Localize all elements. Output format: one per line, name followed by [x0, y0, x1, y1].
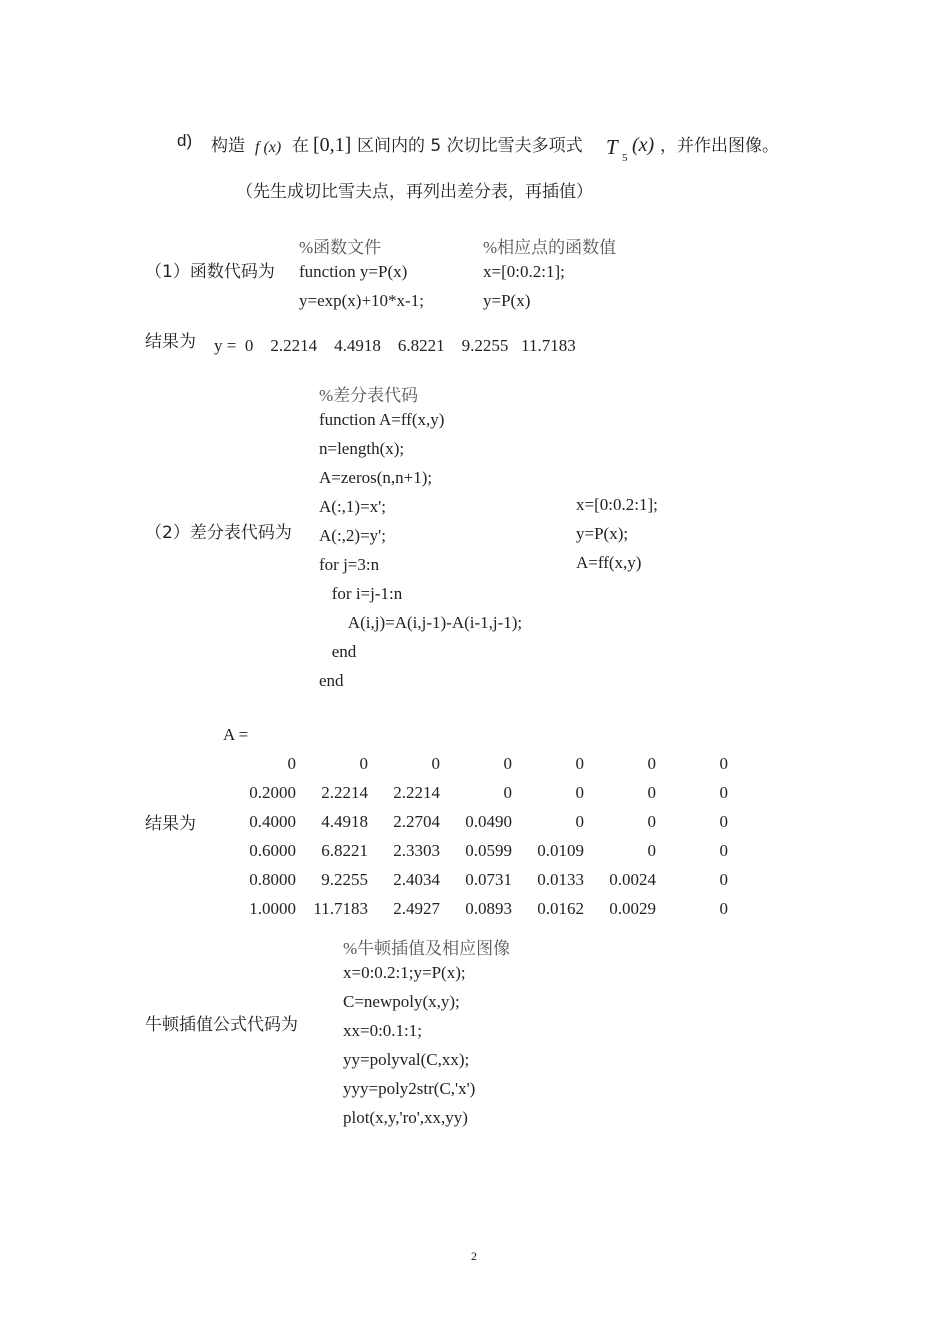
heading-in: 在 [292, 136, 309, 156]
table-cell: 0 [647, 753, 656, 773]
code-line: %牛顿插值及相应图像 [343, 939, 511, 958]
table-row [236, 836, 728, 865]
table-row [236, 778, 728, 807]
table-cell: 0.0109 [537, 840, 584, 860]
code-line: end [319, 642, 357, 661]
code-line: end [319, 671, 344, 690]
code-line: function A=ff(x,y) [319, 410, 445, 429]
table-cell: 0 [719, 840, 728, 860]
table-cell: 0.0490 [465, 811, 512, 831]
heading-label: d) [177, 131, 193, 150]
table-cell: 0 [287, 753, 296, 773]
code-line: A=zeros(n,n+1); [319, 468, 433, 487]
table-cell: 11.7183 [313, 898, 368, 918]
code-line: %函数文件 [299, 238, 382, 257]
table-cell: 0 [575, 811, 584, 831]
table-cell: 0 [575, 753, 584, 773]
table-cell: 6.8221 [321, 840, 368, 860]
section2-label: （2）差分表代码为 [145, 523, 292, 543]
code-line: x=0:0.2:1;y=P(x); [343, 963, 466, 982]
code-line: y=exp(x)+10*x-1; [299, 291, 424, 310]
table-cell: 0 [719, 811, 728, 831]
table-cell: 0 [575, 782, 584, 802]
table-cell: 0 [503, 782, 512, 802]
table-cell: 2.2214 [321, 782, 368, 802]
code-line: n=length(x); [319, 439, 405, 458]
table-cell: 2.4927 [393, 898, 440, 918]
code-line: y=P(x); [576, 524, 629, 543]
code-line: %差分表代码 [319, 386, 419, 405]
table-cell: 0 [647, 811, 656, 831]
table-cell: 0.0599 [465, 840, 512, 860]
heading-sub5: 5 [622, 152, 628, 164]
table-cell: 0 [647, 840, 656, 860]
heading-fx: f (x) [255, 139, 282, 156]
matrix-label: A = [223, 725, 249, 744]
table-cell: 4.4918 [321, 811, 368, 831]
result1-label: 结果为 [145, 332, 196, 352]
table-cell: 0 [431, 753, 440, 773]
code-line: A(:,1)=x'; [319, 497, 386, 516]
table-cell: 0.0893 [465, 898, 512, 918]
table-cell: 0 [719, 753, 728, 773]
table-cell: 0 [359, 753, 368, 773]
heading-mid: 区间内的 5 次切比雪夫多项式 [357, 136, 583, 156]
table-cell: 2.2214 [393, 782, 440, 802]
table-cell: 0 [503, 753, 512, 773]
code-line: A=ff(x,y) [576, 553, 642, 572]
table-cell: 0.2000 [249, 782, 296, 802]
section3-label: 牛顿插值公式代码为 [145, 1015, 298, 1035]
table-cell: 2.3303 [393, 840, 440, 860]
code-line: C=newpoly(x,y); [343, 992, 460, 1011]
code-line: plot(x,y,'ro',xx,yy) [343, 1108, 468, 1127]
result2-label: 结果为 [145, 814, 196, 834]
section1-label: （1）函数代码为 [145, 262, 275, 282]
code-line: yyy=poly2str(C,'x') [343, 1079, 476, 1098]
code-line: %相应点的函数值 [483, 238, 617, 257]
table-cell: 0 [719, 782, 728, 802]
code-line: yy=polyval(C,xx); [343, 1050, 470, 1069]
table-cell: 0.0024 [609, 869, 656, 889]
table-cell: 0.0029 [609, 898, 656, 918]
table-cell: 0 [647, 782, 656, 802]
heading-T: T [606, 135, 618, 159]
difference-table [236, 749, 728, 923]
heading-tx: (x) [632, 134, 655, 156]
code-line: x=[0:0.2:1]; [483, 262, 565, 281]
table-cell: 9.2255 [321, 869, 368, 889]
page-number: 2 [471, 1249, 477, 1263]
table-cell: 0.0731 [465, 869, 512, 889]
heading-end: ，并作出图像。 [660, 136, 779, 156]
table-cell: 0 [719, 869, 728, 889]
table-cell: 0.6000 [249, 840, 296, 860]
table-row [236, 749, 728, 778]
table-cell: 0.0162 [537, 898, 584, 918]
table-cell: 0 [719, 898, 728, 918]
code-line: A(i,j)=A(i,j-1)-A(i-1,j-1); [319, 613, 523, 632]
table-cell: 2.2704 [393, 811, 440, 831]
table-row [236, 807, 728, 836]
table-cell: 0.8000 [249, 869, 296, 889]
code-line: for j=3:n [319, 555, 380, 574]
table-cell: 0.0133 [537, 869, 584, 889]
table-cell: 2.4034 [393, 869, 440, 889]
code-line: y=P(x) [483, 291, 531, 310]
heading-construct: 构造 [211, 136, 245, 156]
code-line: A(:,2)=y'; [319, 526, 386, 545]
subtitle: （先生成切比雪夫点，再列出差分表，再插值） [236, 182, 593, 202]
table-cell: 1.0000 [249, 898, 296, 918]
table-cell: 0.4000 [249, 811, 296, 831]
code-line: for i=j-1:n [319, 584, 403, 603]
code-line: x=[0:0.2:1]; [576, 495, 658, 514]
table-row [236, 865, 728, 894]
heading-interval: [0,1] [313, 134, 352, 156]
code-line: function y=P(x) [299, 262, 408, 281]
result1-values: y = 0 2.2214 4.4918 6.8221 9.2255 11.7183 [214, 336, 576, 355]
code-line: xx=0:0.1:1; [343, 1021, 423, 1040]
table-row [236, 894, 728, 923]
